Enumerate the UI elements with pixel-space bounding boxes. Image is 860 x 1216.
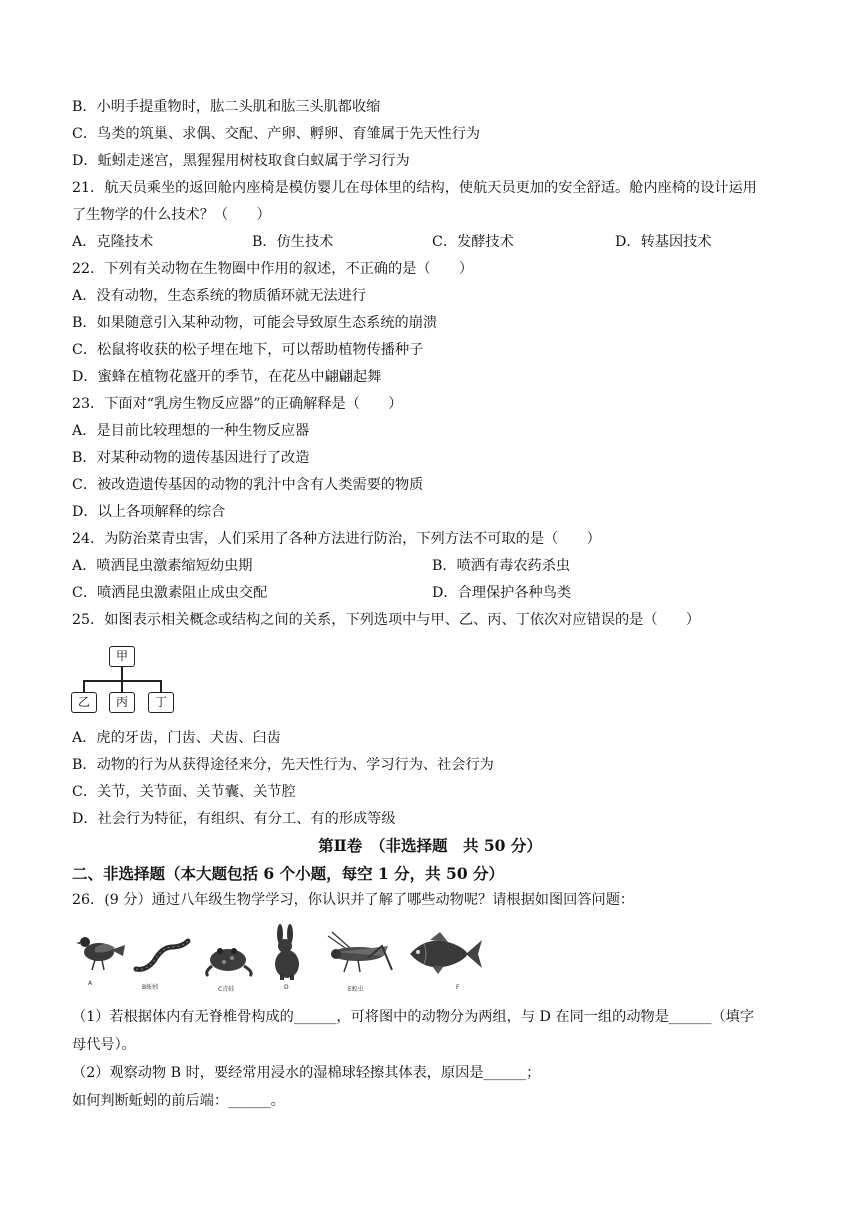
q26-part2-line2: 如何判断蚯蚓的前后端：______。 — [72, 1093, 285, 1109]
part-two-title: 第Ⅱ卷 （非选择题 共 50 分） — [318, 836, 542, 855]
grasshopper-icon — [318, 928, 398, 978]
q20-option-c: C．鸟类的筑巢、求偶、交配、产卵、孵卵、育雏属于先天性行为 — [72, 126, 481, 142]
q25-option-d: D．社会行为特征，有组织、有分工、有的形成等级 — [72, 811, 396, 827]
q24-option-c: C．喷洒昆虫激素阻止成虫交配 — [72, 585, 268, 601]
animal-label-e: E蝗虫 — [348, 986, 364, 993]
q24-stem: 24．为防治菜青虫害，人们采用了各种方法进行防治，下列方法不可取的是（ ） — [72, 531, 601, 547]
animal-label-c: C青蛙 — [218, 986, 235, 993]
diagram-box-top: 甲 — [109, 646, 135, 667]
q26-part2-line1: （2）观察动物 B 时，要经常用浸水的湿棉球轻擦其体表，原因是______； — [72, 1065, 541, 1081]
q21-option-d: D．转基因技术 — [615, 234, 712, 250]
q21-option-c: C．发酵技术 — [432, 234, 514, 250]
q22-option-d: D．蜜蜂在植物花盛开的季节，在花丛中翩翩起舞 — [72, 369, 382, 385]
q22-stem: 22．下列有关动物在生物圈中作用的叙述，不正确的是（ ） — [72, 261, 474, 277]
diagram-box-right: 丁 — [148, 692, 174, 713]
animal-label-a: A — [88, 980, 93, 987]
q24-option-a: A．喷洒昆虫激素缩短幼虫期 — [72, 558, 253, 574]
q23-option-b: B．对某种动物的遗传基因进行了改造 — [72, 450, 310, 466]
earthworm-icon — [132, 935, 194, 975]
animal-label-f: F — [456, 984, 460, 991]
q22-option-a: A．没有动物，生态系统的物质循环就无法进行 — [72, 288, 366, 304]
q23-option-a: A．是目前比较理想的一种生物反应器 — [72, 423, 310, 439]
q23-stem: 23．下面对“乳房生物反应器”的正确解释是（ ） — [72, 396, 403, 412]
animal-label-d: D — [284, 984, 289, 991]
q21-option-b: B．仿生技术 — [252, 234, 334, 250]
q21-stem-line1: 21．航天员乘坐的返回舱内座椅是模仿婴儿在母体里的结构，使航天员更加的安全舒适。舱内座椅的设计运用 — [72, 180, 757, 196]
q26-stem: 26．(9 分）通过八年级生物学学习，你认识并了解了哪些动物呢？请根据如图回答问题： — [72, 892, 635, 908]
q21-stem-line2: 了生物学的什么技术？（ ） — [72, 207, 271, 223]
q20-option-b: B．小明手提重物时，肱二头肌和肱三头肌都收缩 — [72, 99, 381, 115]
q26-part1-line1: （1）若根据体内有无脊椎骨构成的______，可将图中的动物分为两组，与 D 在同一组的动物是______（填字 — [72, 1009, 755, 1025]
q22-option-c: C．松鼠将收获的松子埋在地下，可以帮助植物传播种子 — [72, 342, 424, 358]
q24-option-d: D．合理保护各种鸟类 — [432, 585, 572, 601]
q23-option-c: C．被改造遗传基因的动物的乳汁中含有人类需要的物质 — [72, 477, 424, 493]
q25-option-b: B．动物的行为从获得途径来分，先天性行为、学习行为、社会行为 — [72, 757, 494, 773]
q21-option-a: A．克隆技术 — [72, 234, 154, 250]
q25-option-a: A．虎的牙齿，门齿、犬齿、臼齿 — [72, 730, 281, 746]
q20-option-d: D．蚯蚓走迷宫，黑猩猩用树枝取食白蚁属于学习行为 — [72, 153, 410, 169]
animal-label-b: B蚯蚓 — [142, 984, 159, 991]
diagram-connector — [121, 667, 123, 680]
fish-icon — [404, 930, 484, 976]
diagram-connector — [160, 680, 162, 692]
diagram-connector — [121, 680, 123, 692]
diagram-box-middle: 丙 — [109, 692, 135, 713]
q26-part1-line2: 母代号）。 — [72, 1037, 136, 1053]
q25-option-c: C．关节，关节面、关节囊、关节腔 — [72, 784, 296, 800]
section-heading: 二、非选择题（本大题包括 6 个小题，每空 1 分，共 50 分） — [72, 864, 505, 883]
q22-option-b: B．如果随意引入某种动物，可能会导致原生态系统的崩溃 — [72, 315, 438, 331]
rabbit-icon — [266, 924, 310, 980]
pigeon-icon — [75, 930, 127, 974]
frog-icon — [200, 938, 258, 978]
q24-option-b: B．喷洒有毒农药杀虫 — [432, 558, 571, 574]
q25-stem: 25．如图表示相关概念或结构之间的关系，下列选项中与甲、乙、丙、丁依次对应错误的是（ ） — [72, 612, 701, 628]
q23-option-d: D．以上各项解释的综合 — [72, 504, 226, 520]
diagram-box-left: 乙 — [71, 692, 97, 713]
diagram-connector — [83, 680, 85, 692]
